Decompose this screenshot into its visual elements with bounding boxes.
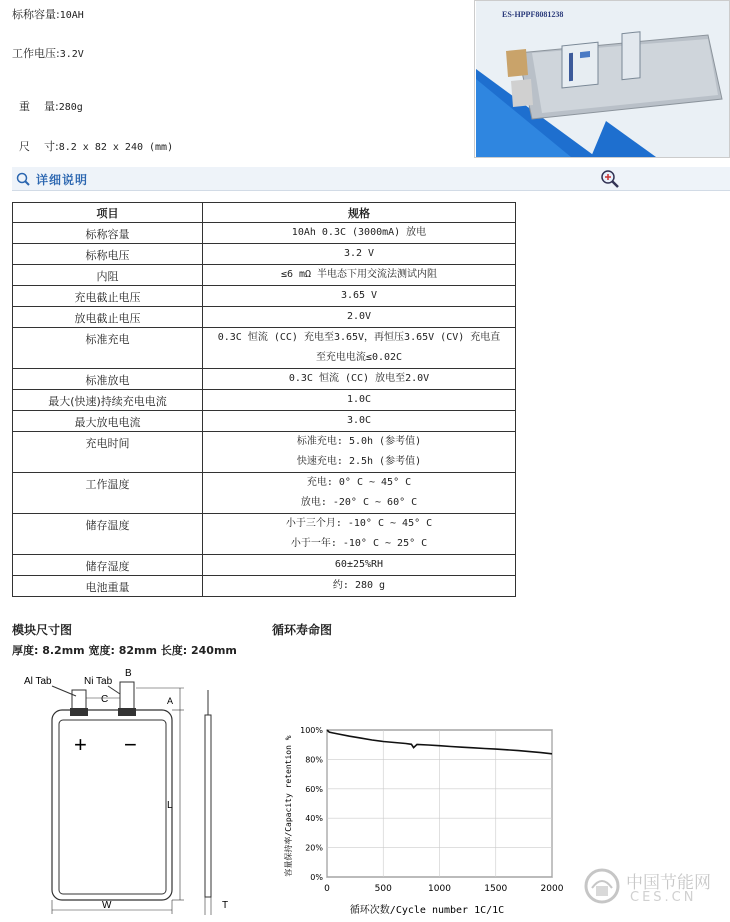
chart-y-ticks [300,726,323,882]
table-cell-spec-line: 1.0C [346,394,372,405]
chart-x-tick-label: 2000 [540,884,564,894]
table-cell-spec [203,390,516,411]
table-cell-spec-line: 小于一年: -10° C ~ 25° C [290,538,428,549]
table-cell-item: 最大(快速)持续充电电流 [13,390,203,411]
table-cell-item: 标准充电 [13,328,203,369]
table-cell-item: 标准放电 [13,369,203,390]
spec-line-size: 尺 寸:8.2 x 82 x 240 (mm) [19,140,174,153]
table-cell-spec [203,514,516,555]
table-cell-spec [203,411,516,432]
table-cell-spec [203,223,516,244]
table-cell-spec-line: 至充电电流≤0.02C [315,352,403,363]
dim-l-label: L [167,800,173,811]
chart-x-tick-label: 500 [374,884,392,894]
table-cell-item: 储存温度 [13,514,203,555]
table-row [13,286,516,307]
table-row [13,576,516,597]
details-section-bar [12,167,730,191]
dim-c-label: C [101,694,109,705]
spec-line-weight: 重 量:280g [19,100,83,113]
zoom-icon[interactable] [600,169,620,189]
table-cell-spec-line: 10Ah 0.3C (3000mA) 放电 [291,227,427,238]
table-cell-spec-line: 小于三个月: -10° C ~ 45° C [285,518,433,529]
table-row [13,265,516,286]
table-row [13,473,516,514]
spec-table [12,202,516,597]
table-cell-item: 充电截止电压 [13,286,203,307]
table-cell-spec-line: 标准充电: 5.0h (参考值) [296,436,422,447]
product-image [476,1,730,157]
table-cell-item: 放电截止电压 [13,307,203,328]
table-cell-spec-line: 3.65 V [340,290,378,301]
table-cell-item: 内阻 [13,265,203,286]
table-cell-spec [203,473,516,514]
plus-terminal-icon: + [74,732,87,757]
table-header-item: 项目 [13,203,203,223]
table-cell-spec [203,432,516,473]
table-cell-spec [203,328,516,369]
table-cell-spec [203,244,516,265]
al-tab-label: Al Tab [24,676,52,687]
table-row [13,390,516,411]
watermark [582,862,722,912]
table-cell-item: 充电时间 [13,432,203,473]
table-cell-spec-line: 60±25%RH [334,559,384,570]
watermark-en: CES.CN [630,890,697,905]
dim-w-label: W [102,900,112,911]
table-cell-spec-line: ≤6 mΩ 半电态下用交流法测试内阻 [280,269,438,280]
table-header-row [13,203,516,223]
table-cell-item: 标称电压 [13,244,203,265]
table-cell-spec-line: 2.0V [346,311,372,322]
table-cell-spec [203,576,516,597]
chart-y-axis-label: 容量保持率/Capacity retention % [284,735,293,877]
details-search-icon [16,172,30,186]
table-cell-spec-line: 3.2 V [343,248,375,259]
section-title: 详细说明 [36,173,89,187]
cycle-life-chart [272,700,572,920]
table-cell-spec-line: 3.0C [346,415,372,426]
chart-x-tick-label: 0 [324,884,330,894]
table-cell-spec-line: 快速充电: 2.5h (参考值) [296,456,422,467]
chart-grid [327,730,552,877]
table-cell-spec-line: 0.3C 恒流 (CC) 充电至3.65V，再恒压3.65V (CV) 充电直 [217,332,501,343]
table-cell-item: 储存湿度 [13,555,203,576]
table-row [13,244,516,265]
table-row [13,555,516,576]
table-cell-spec [203,307,516,328]
table-cell-item: 标称容量 [13,223,203,244]
minus-terminal-icon: − [124,732,137,757]
table-row [13,369,516,390]
spec-line-voltage: 工作电压:3.2V [12,47,84,60]
dim-t-label: T [222,900,229,911]
chart-y-tick-label: 0% [310,873,323,882]
chart-y-tick-label: 20% [305,843,323,853]
table-cell-spec-line: 约: 280 g [332,580,386,591]
spec-table-body [13,203,516,597]
battery-photo-illustration [476,1,730,157]
module-dimensions: 厚度: 8.2mm 宽度: 82mm 长度: 240mm [12,644,237,657]
cycle-title: 循环寿命图 [272,623,333,637]
table-cell-spec-line: 充电: 0° C ~ 45° C [306,477,412,488]
spec-line-capacity: 标称容量:10AH [12,8,84,21]
table-row [13,328,516,369]
table-cell-spec [203,555,516,576]
module-dimension-diagram [12,660,252,920]
chart-y-tick-label: 60% [305,784,323,794]
chart-y-tick-label: 80% [305,755,323,765]
chart-y-tick-label: 100% [300,726,323,735]
energy-logo-icon [582,866,622,906]
table-row [13,432,516,473]
table-header-spec: 规格 [203,203,516,223]
table-cell-spec-line: 放电: -20° C ~ 60° C [300,497,418,508]
dim-b-label: B [125,668,132,679]
product-code: ES-HPPF8081238 [502,10,564,19]
table-cell-spec [203,265,516,286]
table-row [13,411,516,432]
table-cell-item: 工作温度 [13,473,203,514]
watermark-cn: 中国节能网 [626,873,711,893]
ni-tab-label: Ni Tab [84,676,113,687]
table-row [13,307,516,328]
table-cell-item: 最大放电电流 [13,411,203,432]
table-cell-item: 电池重量 [13,576,203,597]
module-title: 模块尺寸图 [12,623,73,637]
product-image-frame[interactable] [474,0,730,158]
chart-x-tick-label: 1000 [428,884,451,894]
table-cell-spec-line: 0.3C 恒流 (CC) 放电至2.0V [288,373,430,384]
chart-x-tick-label: 1500 [484,884,508,894]
table-cell-spec [203,369,516,390]
table-row [13,223,516,244]
table-cell-spec [203,286,516,307]
chart-y-tick-label: 40% [305,814,323,824]
chart-x-axis-label: 循环次数/Cycle number 1C/1C [349,905,505,916]
table-row [13,514,516,555]
dim-a-label: A [167,696,174,706]
chart-x-ticks [324,884,564,894]
